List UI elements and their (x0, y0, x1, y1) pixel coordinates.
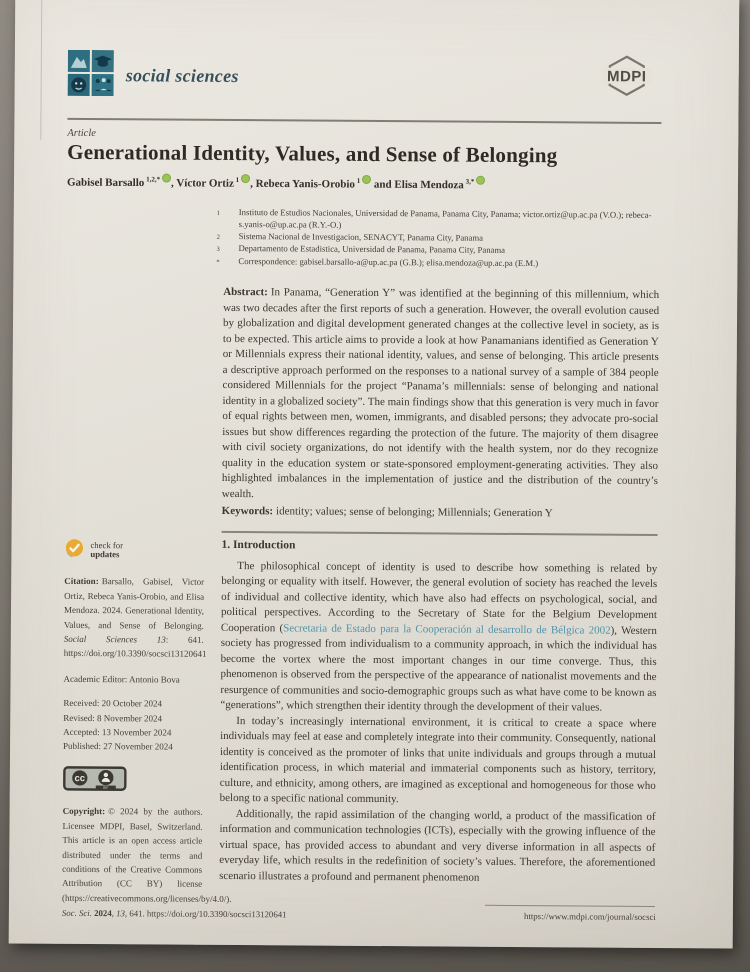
author-name: Gabisel Barsallo (66, 176, 145, 190)
citation-text: Barsallo, Gabisel, Victor Ortiz, Rebeca Yanis-Orobio, and Elisa Mendoza. 2024. Generational Identity, Values, and Sense of Belonging. (63, 576, 205, 631)
dates-list (63, 696, 203, 755)
keywords-text: identity; values; sense of belonging; Millennials; Generation Y (275, 505, 553, 520)
author-superscript: 1 (354, 176, 361, 185)
author-superscript: 1,2,* (144, 175, 161, 184)
page-footer (62, 908, 656, 922)
article-type-label: Article (67, 127, 96, 140)
journal-logo-wrap (68, 50, 239, 102)
abstract (222, 285, 660, 505)
intro-paragraph-3: Additionally, the rapid assimilation of the changing world, a product of the massification of information and communication technologies (ICTs), especially with the growing influence of the virtual space, has provided access to abundant and very diverse information in all aspects of everyday life, which results in the redefinition of society’s values. Therefore, the aforementioned scenario illustrates a profound and permanent phenomenon (219, 807, 656, 884)
check-for-updates-icon (64, 538, 84, 563)
affiliation-superscript: * (216, 259, 220, 267)
affiliation-superscript: 1 (216, 209, 221, 217)
intro-p1-pre: The philosophical concept of identity is used to describe how something is related by belonging or equality with itself. However, the general evolution of society has reached the levels of individual and collective identity, which have also had effects on psychological, social, and political perspectives. According to the Secretary of State for the Belgium Development Cooperation ( (220, 559, 658, 634)
footer-doi: , 641. https://doi.org/10.3390/socsci13120641 (124, 908, 287, 920)
citation-link[interactable]: Secretaria de Estado para la Cooperación al desarrollo de Bélgica 2002 (283, 621, 611, 637)
section-title: 1. Introduction (221, 538, 296, 552)
citation-doi: : 641. https://doi.org/10.3390/socsci13120641 (63, 634, 207, 660)
affiliation-text: Sistema Nacional de Investigacion, SENACYT, Panama City, Panama (238, 230, 484, 243)
history-date: Published: 27 November 2024 (63, 741, 173, 753)
journal-name: social sciences (125, 65, 239, 87)
author-name: Víctor Ortiz (176, 177, 234, 190)
footer-volume: 13 (116, 908, 125, 919)
history-date: Revised: 8 November 2024 (63, 712, 163, 724)
footer-journal-url: https://www.mdpi.com/journal/socsci (523, 911, 656, 922)
citation-journal-italic: Social Sciences 13 (63, 633, 166, 645)
academic-editor-label: Academic Editor: (63, 673, 128, 685)
academic-editor-name: Antonio Bova (128, 674, 180, 685)
svg-text:MDPI: MDPI (606, 68, 647, 86)
check-for-updates-line2: updates (90, 549, 120, 560)
author-superscript: 3,* (463, 177, 475, 186)
cc-by-text: BY (103, 785, 109, 790)
abstract-text: In Panama, “Generation Y” was identified at the beginning of this millennium, which was two decades after the first reports of such a generation. However, the overall evolution caused by globalization and digital development generated changes at the collective level in society, as is to be expected. This article aims to provide a look at how Panamanians identified as Generation Y or Millennials express their national identity, values, and sense of belonging. This article presents a descriptive approach performed on the responses to a national survey of a sample of 384 people considered Millennials for the project “Panama’s millennials: sense of belonging and national identity in a globalized society”. The main findings show that this generation is very much in favor of equal rights between men, women, immigrants, and disabled persons; they advocate pro-social issues but show differences regarding the protection of the future. The majority of them disagree with civil society organizations, do not identify with the health system, nor do they recognize quality in the education system or state-sponsored employment-generating activities. They also highlighted imbalances in the implementation of justice and the distribution of the country’s wealth. (221, 286, 660, 500)
intro-paragraph-2: In today’s increasingly international environment, it is critical to create a space where individuals may feel at ease and completely integrate into their community. Consequently, national identity is conceived as the promoter of links that unite individuals and groups through a mutual identification process, in which material and immaterial components such as history, territory, culture, and ethnicity, among others, are imagined as exceptional and homogeneous for those who belong to a specific national community. (219, 714, 657, 806)
citation-label: Citation: (64, 576, 99, 587)
copyright-note (61, 804, 232, 906)
footer-sep: , (111, 908, 117, 919)
footer-year: 2024 (94, 908, 112, 919)
author-name: Rebeca Yanis-Orobio (255, 177, 355, 191)
abstract-divider (222, 531, 658, 536)
history-date: Accepted: 13 November 2024 (63, 726, 172, 738)
keywords-label: Keywords: (221, 504, 274, 518)
check-for-updates-line1: check for (90, 539, 124, 550)
affiliation-text: Departamento de Estadistica, Universidad de Panama, Panama City, Panama (238, 243, 506, 256)
affiliation-superscript: 2 (216, 233, 220, 241)
affiliation-text: Instituto de Estudios Nacionales, Universidad de Panama, Panama City, Panama; victor.ortiz@up.ac.pa (V.O.); rebeca-s.yanis-o@up.ac.pa (R.Y.-O.) (238, 207, 652, 230)
orcid-icon[interactable] (362, 175, 371, 184)
mdpi-logo (592, 54, 662, 103)
orcid-icon[interactable] (476, 175, 485, 184)
affiliation-superscript: 3 (216, 246, 220, 254)
affiliation-row (214, 207, 662, 234)
sidebar-meta (61, 538, 232, 906)
check-for-updates-text (90, 541, 123, 560)
abstract-label: Abstract: (223, 285, 268, 299)
orcid-icon[interactable] (162, 173, 171, 182)
author-name: Elisa Mendoza (394, 178, 464, 192)
footer-divider (485, 905, 655, 907)
affiliation-text: Correspondence: gabisel.barsallo-a@up.ac.pa (G.B.); elisa.mendoza@up.ac.pa (E.M.) (238, 256, 539, 269)
check-for-updates-badge[interactable] (64, 538, 204, 563)
academic-editor (63, 672, 203, 687)
footer-journal-abbrev: Soc. Sci. (61, 907, 92, 919)
cc-by-license-badge[interactable] (63, 766, 203, 796)
footer-citation (62, 908, 287, 920)
copyright-label: Copyright: (62, 806, 106, 817)
paper-sheet (9, 0, 740, 949)
intro-p1-post: ), Western society has progressed from individualism to a community approach, in which the individual has become the vortex where the most important changes in our time converge. Thus, this phenomenon is observed from the perspective of the appearance of nationalist movements and the resurgence of communities and socio-demographic groups such as what have come to be known as “generations”, which strengthen their identity through the development of their values. (220, 624, 657, 714)
copyright-text: © 2024 by the authors. Licensee MDPI, Basel, Switzerland. This article is an open access article distributed under the terms and conditions of the Creative Commons Attribution (CC BY) license (https://creativecommons.org/licenses/by/4.0/). (61, 806, 232, 904)
keywords-line (222, 505, 658, 520)
header-divider (67, 118, 661, 124)
affiliations-list (213, 207, 661, 272)
svg-text:cc: cc (74, 772, 86, 785)
citation-note (64, 574, 205, 661)
page-title: Generational Identity, Values, and Sense of Belonging (67, 139, 558, 168)
intro-paragraph-1 (220, 558, 657, 716)
affiliation-row (213, 256, 661, 272)
journal-header (68, 50, 662, 105)
author-line: Gabisel Barsallo $^{1,2,*}$ , Víctor Ortiz $^1$ , Rebeca Yanis-Orobio $^1$ and Elisa Mendoza $^{3,*}$ (67, 175, 627, 193)
main-column (219, 538, 657, 887)
orcid-icon[interactable] (241, 174, 250, 183)
history-date: Received: 20 October 2024 (63, 698, 163, 709)
social-sciences-logo-icon (68, 50, 114, 101)
author-superscript: 1 (233, 176, 240, 185)
